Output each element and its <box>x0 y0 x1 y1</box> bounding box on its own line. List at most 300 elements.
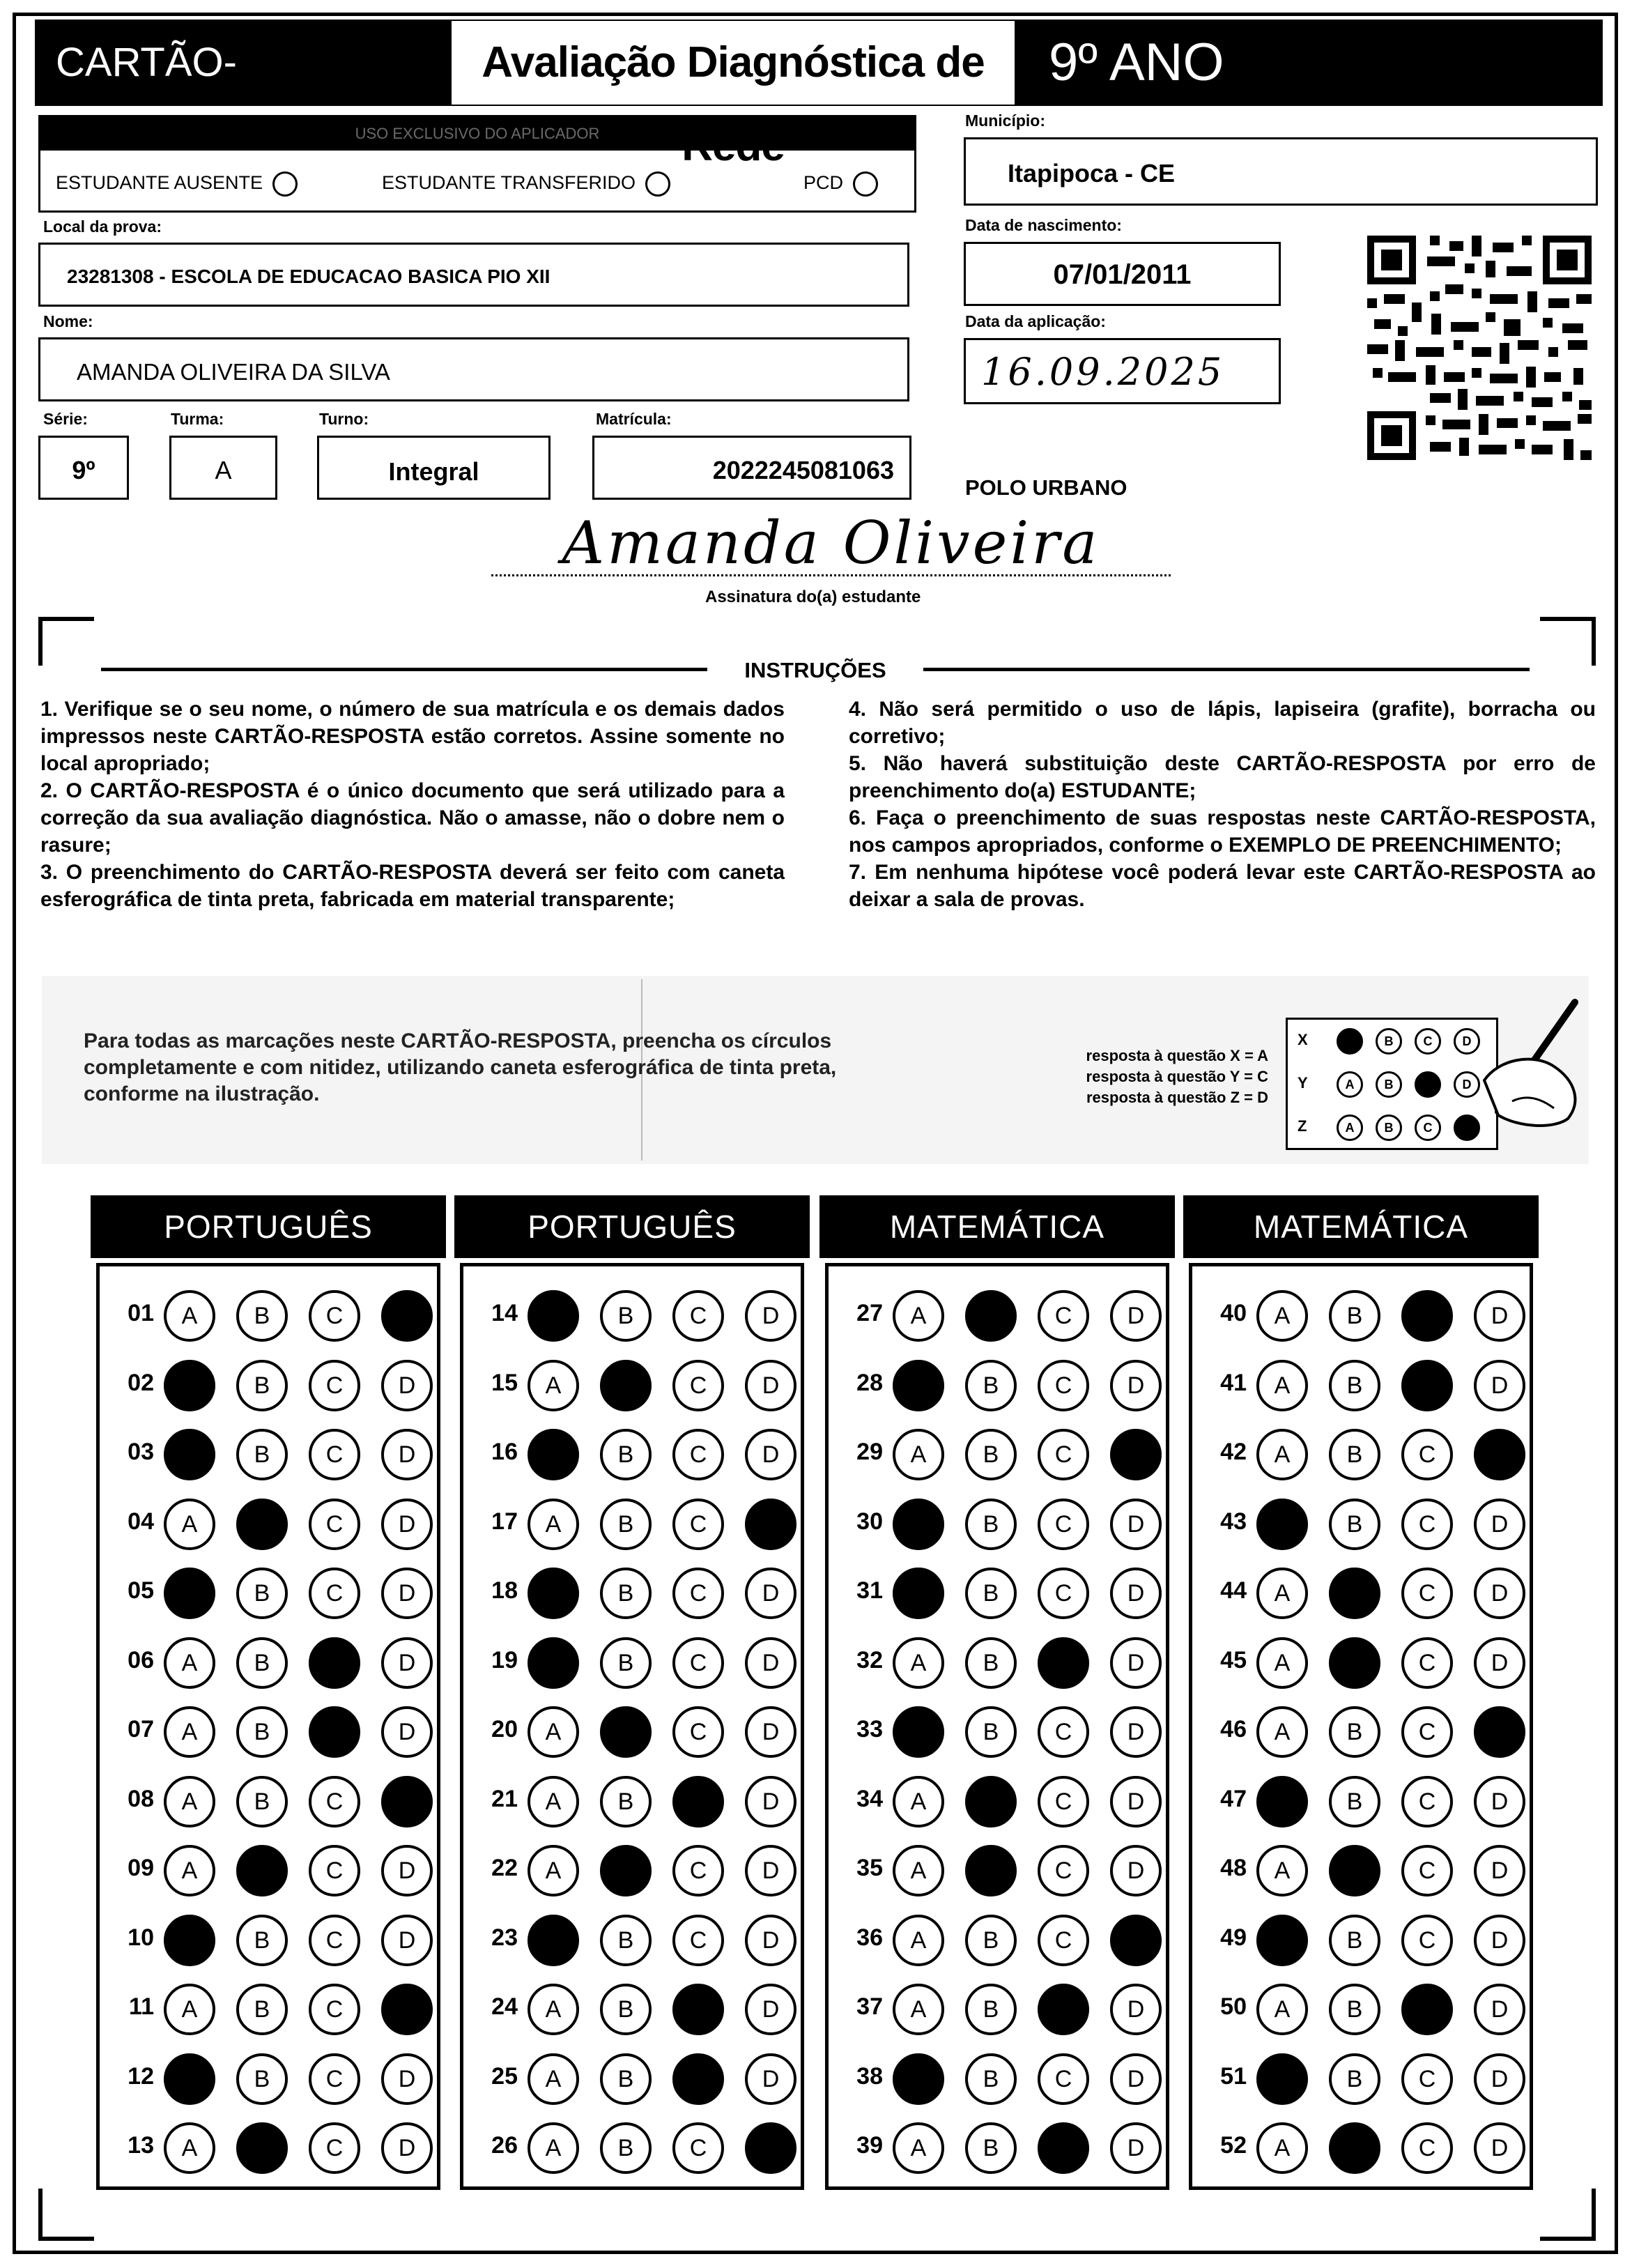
answer-column <box>1189 1263 1533 2190</box>
answer-bubble-b[interactable]: B <box>965 1499 1017 1550</box>
answer-bubble-a[interactable]: A <box>164 1706 215 1758</box>
question-number: 27 <box>856 1300 883 1326</box>
answer-bubble-d[interactable]: D <box>745 2053 796 2105</box>
answer-bubble-a[interactable]: A <box>893 1984 944 2035</box>
answer-bubble-d[interactable]: D <box>1110 1290 1162 1342</box>
answer-bubble-b[interactable]: B <box>1329 1706 1380 1758</box>
answer-bubble-c[interactable]: C <box>672 2122 724 2174</box>
answer-bubble-b[interactable]: B <box>236 2053 288 2105</box>
question-number: 42 <box>1220 1439 1247 1465</box>
answer-bubble-b[interactable]: B <box>236 1290 288 1342</box>
answer-bubble-c[interactable]: C <box>1038 1568 1089 1619</box>
answer-bubble-d[interactable] <box>1474 1706 1525 1758</box>
answer-bubble-a[interactable]: A <box>164 1984 215 2035</box>
answer-bubble-a[interactable]: A <box>528 2053 579 2105</box>
answer-bubble-d[interactable] <box>1474 1429 1525 1480</box>
signature-area[interactable] <box>491 507 1171 584</box>
birthdate-field <box>964 242 1281 306</box>
answer-bubble-c[interactable]: C <box>1401 1568 1453 1619</box>
question-number: 31 <box>856 1577 883 1604</box>
answer-bubble-a[interactable]: A <box>893 1845 944 1897</box>
instruction-1: 1. Verifique se o seu nome, o número de sua matrícula e os demais dados impressos neste CARTÃO-RESPOSTA estão corretos. Assine somente no local apropriado; <box>40 698 785 775</box>
fill-example-legend <box>1031 1045 1268 1108</box>
question-row-01 <box>100 1286 437 1346</box>
answer-bubble-d[interactable]: D <box>1110 1360 1162 1411</box>
answer-bubble-c[interactable]: C <box>672 1915 724 1966</box>
question-row-36 <box>829 1910 1166 1970</box>
question-number: 52 <box>1220 2132 1247 2159</box>
answer-bubble-a[interactable]: A <box>893 1429 944 1480</box>
answer-bubble-c[interactable]: C <box>1038 1706 1089 1758</box>
question-number: 15 <box>491 1369 518 1396</box>
answer-bubble-c[interactable]: C <box>309 2053 360 2105</box>
answer-bubble-a[interactable]: A <box>528 2122 579 2174</box>
name-value: AMANDA OLIVEIRA DA SILVA <box>77 359 390 385</box>
question-number: 06 <box>128 1646 154 1673</box>
answer-bubble-a[interactable]: A <box>1256 1706 1308 1758</box>
answer-bubble-d[interactable] <box>745 1499 796 1550</box>
answer-bubble-b[interactable] <box>965 1845 1017 1897</box>
answer-bubble-a[interactable]: A <box>1256 1845 1308 1897</box>
answer-bubble-d[interactable]: D <box>745 1429 796 1480</box>
answer-bubble-a[interactable] <box>164 1429 215 1480</box>
answer-bubble-a[interactable]: A <box>1256 2122 1308 2174</box>
answer-bubble-b[interactable]: B <box>600 1499 652 1550</box>
answer-bubble-b[interactable]: B <box>600 1290 652 1342</box>
answer-bubble-d[interactable]: D <box>1474 1568 1525 1619</box>
answer-bubble-d[interactable]: D <box>1474 1915 1525 1966</box>
answer-bubble-b[interactable]: B <box>965 1429 1017 1480</box>
corner-bottom-left <box>38 2189 94 2241</box>
answer-bubble-b[interactable]: B <box>600 1984 652 2035</box>
answer-bubble-a[interactable] <box>1256 1915 1308 1966</box>
answer-bubble-a[interactable]: A <box>1256 1290 1308 1342</box>
instruction-4: 4. Não será permitido o uso de lápis, lapiseira (grafite), borracha ou corretivo; <box>849 698 1596 748</box>
answer-bubble-d[interactable]: D <box>745 1706 796 1758</box>
answer-bubble-a[interactable]: A <box>893 2122 944 2174</box>
answer-bubble-d[interactable] <box>381 1290 433 1342</box>
question-number: 16 <box>491 1439 518 1465</box>
question-number: 28 <box>856 1369 883 1396</box>
status-absent-circle[interactable] <box>272 171 298 197</box>
answer-bubble-b[interactable] <box>1329 2122 1380 2174</box>
answer-bubble-a[interactable]: A <box>893 1915 944 1966</box>
turno-value: Integral <box>388 457 479 486</box>
question-number: 44 <box>1220 1577 1247 1604</box>
question-number: 49 <box>1220 1924 1247 1951</box>
answer-bubble-b[interactable]: B <box>600 1568 652 1619</box>
answer-bubble-c[interactable]: C <box>1401 1915 1453 1966</box>
question-row-25 <box>463 2049 801 2109</box>
status-pcd[interactable] <box>803 171 878 197</box>
answer-bubble-a[interactable] <box>1256 2053 1308 2105</box>
question-number: 07 <box>128 1716 154 1742</box>
answer-bubble-b[interactable]: B <box>965 2122 1017 2174</box>
answer-bubble-c[interactable]: C <box>309 1776 360 1828</box>
answer-bubble-c[interactable]: C <box>1401 1429 1453 1480</box>
question-number: 23 <box>491 1924 518 1951</box>
answer-bubble-d[interactable] <box>381 1776 433 1828</box>
answer-bubble-b[interactable]: B <box>1329 1499 1380 1550</box>
answer-bubble-a[interactable] <box>528 1290 579 1342</box>
legend-line-x: resposta à questão X = A <box>1086 1047 1268 1064</box>
answer-bubble-a[interactable]: A <box>528 1984 579 2035</box>
answer-bubble-c[interactable] <box>309 1637 360 1689</box>
answer-bubble-b[interactable]: B <box>600 1776 652 1828</box>
answer-bubble-a[interactable] <box>528 1915 579 1966</box>
question-number: 29 <box>856 1439 883 1465</box>
municipio-label: Município: <box>965 112 1045 130</box>
answer-bubble-a[interactable]: A <box>1256 1984 1308 2035</box>
answer-bubble-c[interactable]: C <box>1401 1706 1453 1758</box>
fill-example-text: Para todas as marcações neste CARTÃO-RESPOSTA, preencha os círculos completamente e com nitidez, utilizando caneta esferográfica de tinta preta, conforme na ilustração. <box>84 1029 837 1105</box>
answer-bubble-c[interactable]: C <box>309 2122 360 2174</box>
answer-bubble-c[interactable]: C <box>672 1499 724 1550</box>
answer-bubble-c[interactable]: C <box>672 1568 724 1619</box>
answer-bubble-a[interactable]: A <box>1256 1429 1308 1480</box>
answer-bubble-b[interactable]: B <box>236 1915 288 1966</box>
question-number: 01 <box>128 1300 154 1326</box>
answer-bubble-d[interactable]: D <box>381 1499 433 1550</box>
answer-bubble-c[interactable]: C <box>1038 1845 1089 1897</box>
answer-bubble-c[interactable]: C <box>1401 1637 1453 1689</box>
answer-bubble-b[interactable]: B <box>1329 1429 1380 1480</box>
answer-bubble-a[interactable]: A <box>1256 1568 1308 1619</box>
answer-bubble-b[interactable] <box>600 1845 652 1897</box>
answer-bubble-b[interactable]: B <box>965 2053 1017 2105</box>
answer-bubble-d[interactable]: D <box>1474 1290 1525 1342</box>
answer-bubble-b[interactable] <box>236 1499 288 1550</box>
answer-bubble-d[interactable]: D <box>745 1845 796 1897</box>
answer-bubble-d[interactable]: D <box>1474 1845 1525 1897</box>
instructions-title: INSTRUÇÕES <box>744 658 886 682</box>
turma-label: Turma: <box>171 410 224 428</box>
name-field <box>38 337 909 401</box>
answer-bubble-b[interactable]: B <box>1329 1360 1380 1411</box>
answer-bubble-c[interactable] <box>1401 1290 1453 1342</box>
answer-bubble-d[interactable]: D <box>381 2122 433 2174</box>
answer-bubble-a[interactable]: A <box>528 1360 579 1411</box>
fill-example-bubble-a: A <box>1337 1071 1363 1098</box>
answer-bubble-a[interactable]: A <box>164 1290 215 1342</box>
answer-bubble-c[interactable] <box>1401 1360 1453 1411</box>
answer-bubble-a[interactable] <box>893 1706 944 1758</box>
answer-bubble-d[interactable]: D <box>381 2053 433 2105</box>
answer-bubble-d[interactable]: D <box>381 1568 433 1619</box>
answer-bubble-c[interactable]: C <box>1038 1776 1089 1828</box>
answer-bubble-c[interactable]: C <box>1038 1499 1089 1550</box>
answer-bubble-c[interactable] <box>672 1776 724 1828</box>
answer-bubble-b[interactable]: B <box>965 1984 1017 2035</box>
answer-bubble-c[interactable]: C <box>1401 1845 1453 1897</box>
answer-bubble-d[interactable]: D <box>745 1637 796 1689</box>
answer-bubble-d[interactable]: D <box>1110 1499 1162 1550</box>
status-absent[interactable] <box>56 171 298 197</box>
legend-line-y: resposta à questão Y = C <box>1086 1068 1268 1085</box>
answer-bubble-c[interactable]: C <box>1401 2053 1453 2105</box>
answer-bubble-a[interactable] <box>164 1568 215 1619</box>
answer-bubble-c[interactable]: C <box>309 1915 360 1966</box>
answer-bubble-d[interactable]: D <box>1474 1984 1525 2035</box>
answer-bubble-a[interactable]: A <box>164 2122 215 2174</box>
answer-bubble-a[interactable]: A <box>528 1776 579 1828</box>
answer-bubble-b[interactable]: B <box>965 1568 1017 1619</box>
answer-bubble-a[interactable] <box>893 1360 944 1411</box>
fill-example-bubble-a <box>1337 1028 1363 1055</box>
question-row-23 <box>463 1910 801 1970</box>
answer-bubble-c[interactable]: C <box>309 1845 360 1897</box>
answer-bubble-d[interactable] <box>1110 1429 1162 1480</box>
answer-bubble-d[interactable]: D <box>1110 2122 1162 2174</box>
status-transferred-label: ESTUDANTE TRANSFERIDO <box>382 172 636 194</box>
answer-bubble-c[interactable]: C <box>672 1429 724 1480</box>
answer-bubble-a[interactable] <box>1256 1499 1308 1550</box>
answer-bubble-c[interactable]: C <box>672 1290 724 1342</box>
answer-bubble-a[interactable]: A <box>893 1637 944 1689</box>
question-number: 26 <box>491 2132 518 2159</box>
question-row-20 <box>463 1702 801 1762</box>
answer-bubble-a[interactable]: A <box>1256 1360 1308 1411</box>
polo-label: POLO URBANO <box>965 475 1127 500</box>
question-row-39 <box>829 2118 1166 2178</box>
answer-bubble-a[interactable]: A <box>164 1637 215 1689</box>
question-number: 04 <box>128 1508 154 1535</box>
instruction-6: 6. Faça o preenchimento de suas respostas neste CARTÃO-RESPOSTA, nos campos apropriados, conforme o EXEMPLO DE PREENCHIMENTO; <box>849 806 1596 857</box>
answer-bubble-d[interactable]: D <box>1474 1776 1525 1828</box>
answer-bubble-c[interactable]: C <box>1038 1915 1089 1966</box>
answer-bubble-b[interactable]: B <box>600 1915 652 1966</box>
question-number: 32 <box>856 1646 883 1673</box>
answer-bubble-b[interactable] <box>600 1706 652 1758</box>
answer-bubble-c[interactable]: C <box>309 1984 360 2035</box>
question-row-31 <box>829 1563 1166 1623</box>
answer-bubble-d[interactable]: D <box>1474 1637 1525 1689</box>
question-number: 19 <box>491 1646 518 1673</box>
question-number: 03 <box>128 1439 154 1465</box>
answer-bubble-c[interactable]: C <box>309 1499 360 1550</box>
answer-bubble-c[interactable]: C <box>1038 1360 1089 1411</box>
answer-bubble-d[interactable]: D <box>745 1984 796 2035</box>
question-row-16 <box>463 1425 801 1485</box>
application-date-field[interactable] <box>964 338 1281 404</box>
answer-bubble-a[interactable]: A <box>528 1706 579 1758</box>
answer-bubble-d[interactable]: D <box>745 1915 796 1966</box>
answer-bubble-d[interactable]: D <box>381 1637 433 1689</box>
answer-bubble-b[interactable] <box>965 1776 1017 1828</box>
status-pcd-label: PCD <box>803 172 844 194</box>
answer-bubble-c[interactable] <box>1038 1637 1089 1689</box>
answer-bubble-a[interactable]: A <box>893 1776 944 1828</box>
answer-bubble-c[interactable]: C <box>309 1429 360 1480</box>
question-row-12 <box>100 2049 437 2109</box>
answer-bubble-c[interactable]: C <box>672 1637 724 1689</box>
answer-bubble-c[interactable]: C <box>672 1360 724 1411</box>
turma-field <box>169 436 277 500</box>
answer-bubble-a[interactable] <box>528 1429 579 1480</box>
birthdate-value: 07/01/2011 <box>1053 259 1192 290</box>
answer-bubble-b[interactable] <box>1329 1845 1380 1897</box>
answer-bubble-a[interactable] <box>1256 1776 1308 1828</box>
instructions-right <box>849 696 1596 913</box>
answer-bubble-d[interactable]: D <box>1110 1845 1162 1897</box>
answer-bubble-c[interactable] <box>1038 1984 1089 2035</box>
answer-bubble-d[interactable]: D <box>1110 1568 1162 1619</box>
answer-bubble-c[interactable] <box>309 1706 360 1758</box>
signature-caption: Assinatura do(a) estudante <box>705 588 921 606</box>
answer-bubble-a[interactable] <box>893 1568 944 1619</box>
answer-bubble-d[interactable]: D <box>745 1290 796 1342</box>
answer-bubble-b[interactable]: B <box>965 1637 1017 1689</box>
answer-bubble-d[interactable]: D <box>1110 1637 1162 1689</box>
answer-bubble-c[interactable] <box>672 2053 724 2105</box>
answer-bubble-d[interactable] <box>1110 1915 1162 1966</box>
answer-bubble-b[interactable] <box>236 1845 288 1897</box>
answer-bubble-b[interactable] <box>600 1360 652 1411</box>
answer-bubble-b[interactable]: B <box>1329 1290 1380 1342</box>
answer-bubble-a[interactable]: A <box>1256 1637 1308 1689</box>
question-number: 51 <box>1220 2062 1247 2090</box>
answer-bubble-b[interactable]: B <box>236 1984 288 2035</box>
answer-bubble-d[interactable]: D <box>381 1360 433 1411</box>
question-row-38 <box>829 2049 1166 2109</box>
answer-bubble-a[interactable] <box>164 2053 215 2105</box>
answer-bubble-b[interactable]: B <box>1329 1915 1380 1966</box>
signature-line <box>491 574 1171 576</box>
question-row-46 <box>1192 1702 1530 1762</box>
answer-bubble-c[interactable]: C <box>672 1706 724 1758</box>
question-number: 36 <box>856 1924 883 1951</box>
answer-bubble-c[interactable]: C <box>309 1360 360 1411</box>
answer-bubble-a[interactable] <box>164 1360 215 1411</box>
answer-bubble-a[interactable]: A <box>164 1499 215 1550</box>
answer-bubble-b[interactable]: B <box>236 1360 288 1411</box>
answer-bubble-b[interactable] <box>965 1290 1017 1342</box>
question-number: 47 <box>1220 1785 1247 1812</box>
answer-bubble-c[interactable]: C <box>309 1568 360 1619</box>
status-transferred[interactable] <box>382 171 670 197</box>
answer-bubble-b[interactable]: B <box>1329 2053 1380 2105</box>
answer-bubble-a[interactable]: A <box>528 1499 579 1550</box>
serie-field <box>38 436 129 500</box>
answer-bubble-d[interactable]: D <box>1474 2122 1525 2174</box>
answer-column <box>825 1263 1169 2190</box>
answer-bubble-c[interactable]: C <box>1038 1429 1089 1480</box>
answer-bubble-b[interactable]: B <box>965 1915 1017 1966</box>
subject-header: MATEMÁTICA <box>1183 1195 1539 1258</box>
answer-bubble-d[interactable]: D <box>1474 1360 1525 1411</box>
instruction-3: 3. O preenchimento do CARTÃO-RESPOSTA deverá ser feito com caneta esferográfica de tinta preta, fabricada em material transparente; <box>40 861 785 911</box>
answer-bubble-d[interactable]: D <box>1110 1706 1162 1758</box>
question-row-44 <box>1192 1563 1530 1623</box>
answer-bubble-b[interactable] <box>236 2122 288 2174</box>
question-number: 20 <box>491 1716 518 1742</box>
answer-bubble-b[interactable]: B <box>965 1360 1017 1411</box>
answer-bubble-b[interactable] <box>1329 1568 1380 1619</box>
answer-bubble-a[interactable] <box>528 1568 579 1619</box>
answer-bubble-a[interactable]: A <box>528 1845 579 1897</box>
answer-bubble-d[interactable]: D <box>745 1568 796 1619</box>
name-label: Nome: <box>43 312 93 330</box>
answer-bubble-c[interactable]: C <box>1401 1499 1453 1550</box>
question-row-14 <box>463 1286 801 1346</box>
answer-bubble-b[interactable]: B <box>600 2053 652 2105</box>
answer-bubble-c[interactable]: C <box>309 1290 360 1342</box>
question-row-18 <box>463 1563 801 1623</box>
answer-bubble-d[interactable]: D <box>381 1845 433 1897</box>
fill-example-row-label: X <box>1298 1031 1308 1048</box>
question-row-28 <box>829 1356 1166 1416</box>
answer-bubble-c[interactable] <box>672 1984 724 2035</box>
question-number: 05 <box>128 1577 154 1604</box>
answer-bubble-a[interactable] <box>893 1499 944 1550</box>
answer-bubble-d[interactable] <box>381 1984 433 2035</box>
answer-bubble-a[interactable]: A <box>164 1845 215 1897</box>
answer-bubble-b[interactable] <box>1329 1637 1380 1689</box>
answer-bubble-c[interactable]: C <box>1038 2053 1089 2105</box>
answer-bubble-a[interactable] <box>164 1915 215 1966</box>
answer-bubble-b[interactable]: B <box>600 1429 652 1480</box>
answer-bubble-c[interactable]: C <box>672 1845 724 1897</box>
question-row-04 <box>100 1494 437 1554</box>
answer-bubble-b[interactable]: B <box>236 1429 288 1480</box>
question-row-21 <box>463 1772 801 1832</box>
answer-bubble-d[interactable]: D <box>381 1706 433 1758</box>
fill-example-bubble-c: C <box>1415 1114 1441 1141</box>
signature-text: Amanda Oliveira <box>562 509 1100 577</box>
answer-bubble-c[interactable]: C <box>1038 1290 1089 1342</box>
answer-bubble-a[interactable]: A <box>164 1776 215 1828</box>
answer-bubble-b[interactable]: B <box>236 1776 288 1828</box>
answer-bubble-d[interactable]: D <box>1110 2053 1162 2105</box>
answer-bubble-c[interactable]: C <box>1401 1776 1453 1828</box>
answer-bubble-b[interactable]: B <box>965 1706 1017 1758</box>
answer-bubble-d[interactable]: D <box>745 1776 796 1828</box>
answer-bubble-b[interactable]: B <box>1329 1984 1380 2035</box>
answer-bubble-a[interactable]: A <box>893 1290 944 1342</box>
answer-bubble-d[interactable]: D <box>1110 1776 1162 1828</box>
answer-bubble-b[interactable]: B <box>600 2122 652 2174</box>
answer-bubble-d[interactable]: D <box>381 1915 433 1966</box>
question-number: 11 <box>129 1993 154 2020</box>
fill-example-bubble-d: D <box>1454 1028 1480 1055</box>
answer-bubble-b[interactable]: B <box>1329 1776 1380 1828</box>
question-row-08 <box>100 1772 437 1832</box>
answer-bubble-a[interactable] <box>893 2053 944 2105</box>
answer-bubble-d[interactable]: D <box>745 1360 796 1411</box>
subject-header: PORTUGUÊS <box>91 1195 446 1258</box>
answer-bubble-c[interactable] <box>1401 1984 1453 2035</box>
answer-bubble-b[interactable]: B <box>600 1637 652 1689</box>
grade-label: 9º ANO <box>1049 33 1224 92</box>
applicator-bar: USO EXCLUSIVO DO APLICADOR <box>40 117 914 151</box>
status-transferred-circle[interactable] <box>645 171 670 197</box>
answer-bubble-d[interactable]: D <box>1110 1984 1162 2035</box>
answer-bubble-d[interactable]: D <box>381 1429 433 1480</box>
answer-bubble-d[interactable]: D <box>1474 2053 1525 2105</box>
answer-bubble-b[interactable]: B <box>236 1568 288 1619</box>
answer-bubble-c[interactable]: C <box>1401 2122 1453 2174</box>
answer-bubble-c[interactable] <box>1038 2122 1089 2174</box>
question-row-17 <box>463 1494 801 1554</box>
question-number: 09 <box>128 1855 154 1881</box>
answer-bubble-b[interactable]: B <box>236 1637 288 1689</box>
answer-bubble-d[interactable] <box>745 2122 796 2174</box>
answer-bubble-a[interactable] <box>528 1637 579 1689</box>
answer-bubble-b[interactable]: B <box>236 1706 288 1758</box>
question-number: 38 <box>856 2062 883 2090</box>
status-pcd-circle[interactable] <box>853 171 878 197</box>
answer-bubble-d[interactable]: D <box>1474 1499 1525 1550</box>
